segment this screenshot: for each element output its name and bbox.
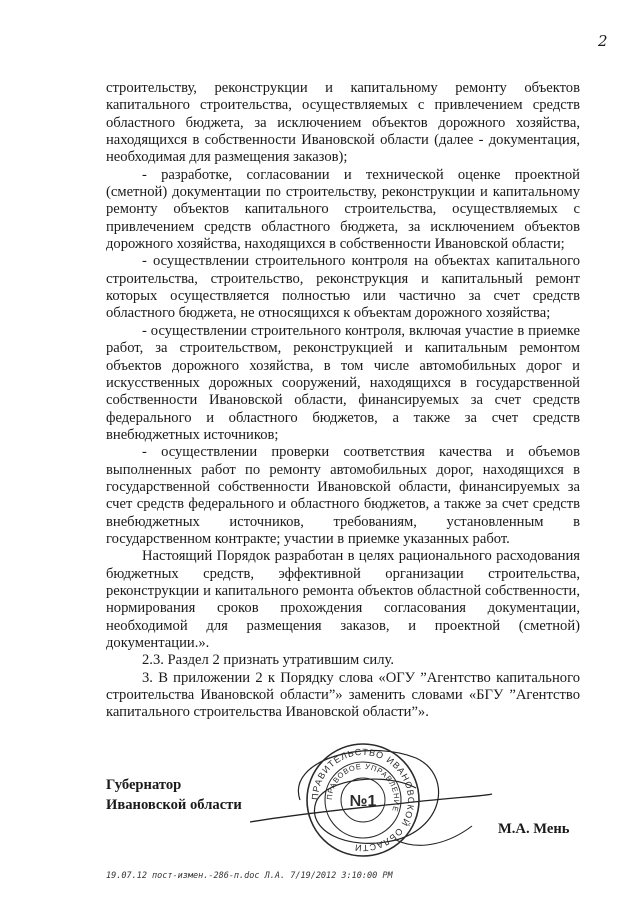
paragraph-road-control: - осуществлении строительного контроля, включая участие в приемке работ, за строительством, реконструкцией и капитальным ремонтом объектов дорожного хозяйства, в том числе автомобильных дорог и искусственных дорожных сооружений, находящихся в государственной собственности Ивановской области, финансируемых за счет средств федерального и областного бюджетов, а также за счет средств внебюджетных источников; [106,322,580,443]
stamp-inner-text: ПРАВОВОЕ УПРАВЛЕНИЕ [324,761,402,814]
paragraph-continuation: строительству, реконструкции и капитальному ремонту объектов капитального строительства, осуществляемых с привлечением средств областного бюджета, за исключением объектов дорожного хозяйства, находящихся в собственности Ивановской области (далее - документация, необходимая для размещения заказов); [106,80,580,166]
paragraph-item-3: 3. В приложении 2 к Порядку слова «ОГУ ”Агентство капитального строительства Ивановской области”» заменить словами «БГУ ”Агентство капитального строительства Ивановской области”». [106,669,580,721]
signature-block [106,775,242,815]
stamp-outer-text: ПРАВИТЕЛЬСТВО ИВАНОВСКОЙ ОБЛАСТИ [309,746,417,854]
paragraph-section-2-3: 2.3. Раздел 2 признать утратившим силу. [142,652,394,669]
signer-name: М.А. Мень [498,821,570,837]
stamp-center-number: №1 [349,793,377,810]
signer-title-line2: Ивановской области [106,797,242,813]
paragraph-purpose: Настоящий Порядок разработан в целях рационального расходования бюджетных средств, эффективной организации строительства, реконструкции и капитального ремонта объектов областной собственности, нормирования сроков прохождения согласования документации, необходимой для размещения заказов, и проектной (сметной) документации.». [106,548,580,651]
signer-title-line1: Губернатор [106,777,182,793]
paragraph-project-docs: - разработке, согласовании и технической оценке проектной (сметной) документации по строительству, реконструкции и капитальному ремонту объектов капитального строительства, осуществляемых с привлечением средств областного бюджета, за исключением объектов дорожного хозяйства, находящихся в собственности Ивановской области; [106,166,580,253]
official-stamp [246,730,496,870]
paragraph-construction-control: - осуществлении строительного контроля на объектах капитального строительства, строительство, реконструкция и капитальный ремонт которых осуществляется полностью или частично за счет средств областного бюджета, не относящихся к объектам дорожного хозяйства; [106,253,580,322]
page-number: 2 [598,32,608,50]
document-body [106,80,580,722]
document-footer: 19.07.12 пост-измен.-286-п.doc Л.А. 7/19/2012 3:10:00 PM [106,871,393,881]
paragraph-quality-check: - осуществлении проверки соответствия качества и объемов выполненных работ по ремонту автомобильных дорог, находящихся в государственной собственности Ивановской области, финансируемых за счет средств федерального и областного бюджетов, а также за счет средств внебюджетных источников, требованиям, установленным в государственном контракте; участии в приемке указанных работ. [106,444,580,547]
